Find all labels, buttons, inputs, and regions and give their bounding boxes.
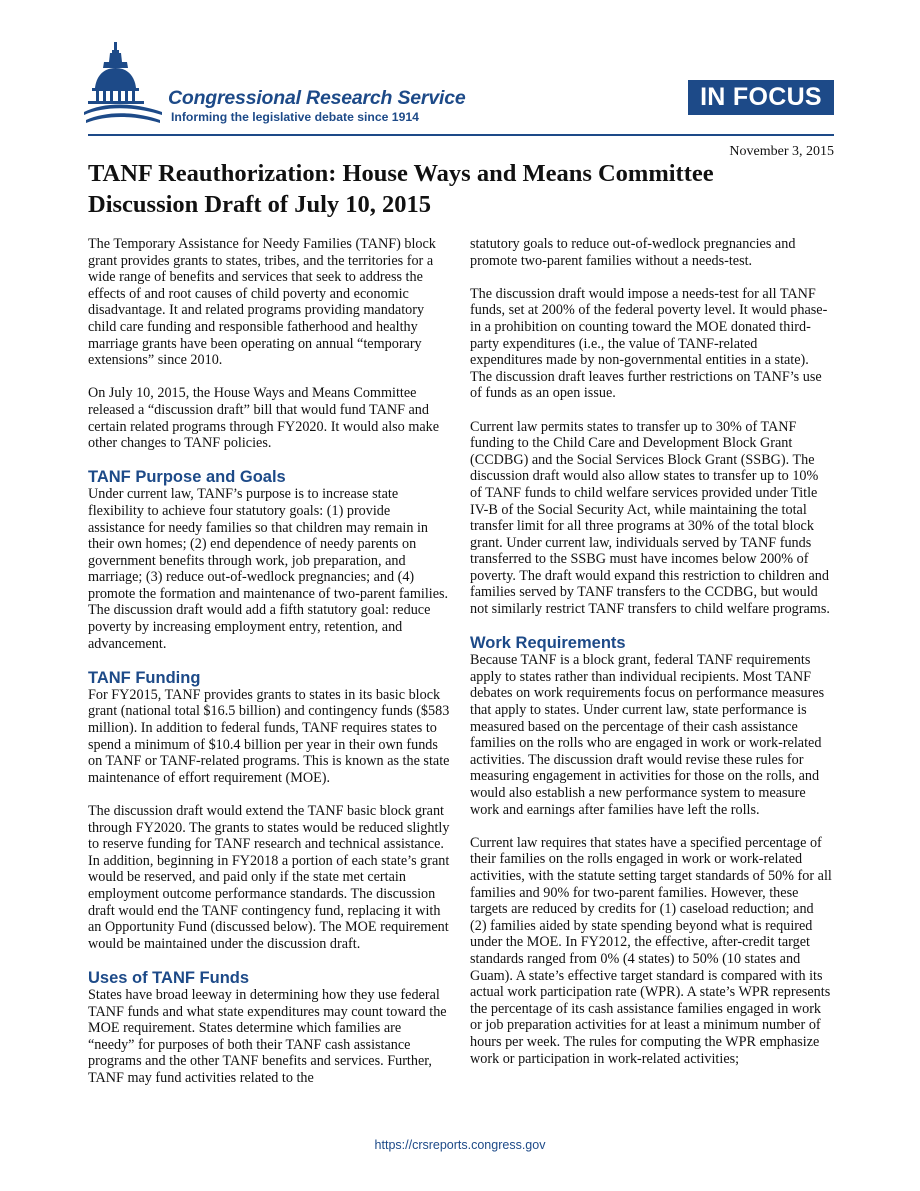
uses-paragraph-continued: statutory goals to reduce out-of-wedlock pregnancies and promote two-parent families without a needs-test.: [470, 236, 796, 269]
intro-paragraph-2: On July 10, 2015, the House Ways and Means Committee released a “discussion draft” bill that would fund TANF and certain related programs through FY2020. It would also make other changes to TANF policies.: [88, 385, 440, 452]
document-header: [0, 0, 920, 140]
work-paragraph: Because TANF is a block grant, federal TANF requirements apply to states rather than individual recipients. Most TANF debates on work requirements focus on performance measures that apply to states. Under current law, state performance is measured based on the percentage of their cash assistance families on the rolls who are engaged in work or work-related activities. The discussion draft would revise these rules for measuring engagement in activities for those on the rolls, and would also establish a new performance system to measure work and earnings after families have left the rolls.: [470, 652, 825, 818]
capitol-dome-icon: [84, 40, 166, 130]
page-title: TANF Reauthorization: House Ways and Means Committee Discussion Draft of July 10, 2015: [88, 160, 714, 218]
org-name: Congressional Research Service: [168, 87, 466, 109]
left-column: [88, 236, 450, 1103]
section-heading-funding: TANF Funding: [88, 668, 201, 687]
uses-paragraph: States have broad leeway in determining how they use federal TANF funds and what state expenditures may count toward the MOE requirement. States determine which families are “needy” for purposes of both their TANF cash assistance programs and the other TANF benefits and services. Further, TANF may fund activities related to the: [88, 986, 447, 1086]
work-paragraph-2: Current law requires that states have a specified percentage of their families on the rolls engaged in work or work-related activities, with the statute setting target standards of 50% for all families and 90% for two-parent families. However, these targets are reduced by credits for (1) caseload reduction; and (2) families aided by state spending beyond what is required under the MOE. In FY2012, the effective, after-credit target standards ranged from 0% (4 states) to 50% (10 states and Guam). A state’s effective target standard is compared with its actual work participation rate (WPR). A state’s WPR represents the percentage of its cash assistance families engaged in work or job preparation activities for at least a minimum number of hours per week. The rules for computing the WPR emphasize work or participation in work-related activities;: [470, 834, 832, 1067]
section-heading-work: Work Requirements: [470, 634, 626, 653]
publication-date: November 3, 2015: [729, 144, 834, 159]
section-heading-purpose: TANF Purpose and Goals: [88, 468, 286, 487]
header-divider: [88, 134, 834, 136]
purpose-paragraph: Under current law, TANF’s purpose is to increase state flexibility to achieve four statutory goals: (1) provide assistance for needy families so that children may remain in their own homes; (2) end dependence of needy parents on government benefits through work, job preparation, and marriage; (3) reduce out-of-wedlock pregnancies; and (4) promote the formation and maintenance of two-parent families. The discussion draft would add a fifth statutory goal: reduce poverty by increasing employment entry, retention, and advancement.: [88, 486, 449, 652]
needs-test-paragraph: The discussion draft would impose a needs-test for all TANF funds, set at 200% of the federal poverty level. It would phase-in a prohibition on counting toward the MOE donated third-party expenditures (i.e., the value of TANF-related expenditures made by non-governmental entities in a state). The discussion draft leaves further restrictions on TANF’s use of funds as an open issue.: [470, 285, 828, 402]
right-column: [470, 236, 832, 1084]
transfer-paragraph: Current law permits states to transfer up to 30% of TANF funding to the Child Care and Development Block Grant (CCDBG) and the Social Services Block Grant (SSBG). The discussion draft would also allow states to transfer up to 10% of TANF funds to child welfare services provided under Title IV-B of the Social Security Act, while maintaining the total transfer limit for all three programs at 30% of the total block grant. Under current law, individuals served by TANF funds transferred to the SSBG must have incomes below 200% of poverty. The draft would expand this restriction to children and families served by TANF transfers to the CCDBG, but would not similarly restrict TANF transfers to child welfare programs.: [470, 418, 830, 618]
funding-paragraph-2: The discussion draft would extend the TANF basic block grant through FY2020. The grants to states would be reduced slightly to reserve funding for TANF research and technical assistance. In addition, beginning in FY2018 a portion of each state’s grant would be reserved, and paid only if the state met certain employment outcome performance standards. The discussion draft would end the TANF contingency fund, replacing it with an Opportunity Fund (discussed below). The MOE requirement would be maintained under the discussion draft.: [88, 803, 450, 952]
in-focus-badge: IN FOCUS: [688, 80, 834, 115]
org-tagline: Informing the legislative debate since 1914: [171, 110, 419, 124]
section-heading-uses: Uses of TANF Funds: [88, 968, 250, 987]
funding-paragraph: For FY2015, TANF provides grants to states in its basic block grant (national total $16.5 billion) and contingency funds ($583 million). In addition to federal funds, TANF requires states to spend a minimum of $10.4 billion per year in their own funds on TANF or TANF-related programs. This is known as the state maintenance of effort requirement (MOE).: [88, 686, 450, 786]
intro-paragraph: The Temporary Assistance for Needy Families (TANF) block grant provides grants to states, tribes, and the territories for a wide range of benefits and services that seek to address the effects of and root causes of child poverty and economic disadvantage. It and related programs providing mandatory child care funding and responsible fatherhood and healthy marriage grants have been operating on annual “temporary extensions” since 2010.: [88, 236, 436, 369]
footer-url-link[interactable]: https://crsreports.congress.gov: [374, 1138, 546, 1152]
